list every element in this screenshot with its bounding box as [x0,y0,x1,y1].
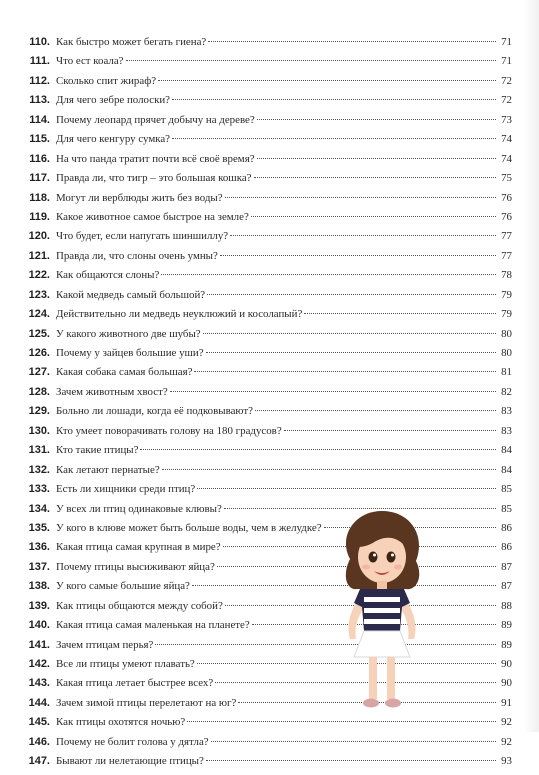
toc-entry [22,172,512,191]
toc-entry-title: Почему леопард прячет добычу на дереве? [56,113,255,126]
toc-entry [22,250,512,269]
toc-entry-number: 130. [28,424,50,437]
toc-entry-title: Кто умеет поворачивать голову на 180 градусов? [56,424,282,437]
toc-entry-page-number: 92 [501,735,512,748]
toc-entry-title: Как общаются слоны? [56,269,160,282]
toc-entry-number: 123. [28,288,50,301]
toc-dot-leader [257,158,496,159]
toc-dot-leader [161,274,496,275]
toc-entry-page-number: 84 [501,444,512,457]
toc-dot-leader [206,760,496,761]
toc-entry-page-number: 89 [501,619,512,632]
toc-entry-page-number: 83 [501,424,512,437]
toc-entry-number: 145. [28,716,50,729]
toc-dot-leader [304,313,496,314]
toc-entry [22,192,512,211]
toc-entry [22,658,512,677]
toc-entry-number: 117. [29,172,50,185]
toc-entry-number: 114. [29,113,50,126]
toc-entry-number: 139. [28,599,50,612]
toc-entry [22,94,512,113]
toc-entry-page-number: 72 [501,94,512,107]
toc-entry-page-number: 93 [501,755,512,768]
toc-entry [22,503,512,522]
toc-entry [22,328,512,347]
toc-dot-leader [255,410,496,411]
toc-entry [22,133,512,152]
toc-entry-page-number: 74 [501,133,512,146]
toc-entry-page-number: 79 [501,308,512,321]
toc-entry [22,230,512,249]
toc-entry-number: 127. [28,366,50,379]
toc-entry-title: Какая птица самая маленькая на планете? [56,619,250,632]
toc-entry-number: 147. [28,755,50,768]
toc-entry-page-number: 80 [501,327,512,340]
toc-entry-number: 119. [29,210,50,223]
toc-entry-page-number: 79 [501,288,512,301]
toc-entry-number: 143. [28,677,50,690]
table-of-contents [22,36,512,775]
toc-entry-title: У кого самые большие яйца? [56,580,190,593]
toc-entry [22,541,512,560]
toc-entry-title: У кого в клюве может быть больше воды, чем в желудке? [56,521,322,534]
toc-dot-leader [254,177,497,178]
toc-dot-leader [220,255,496,256]
toc-entry-number: 116. [29,152,50,165]
toc-entry [22,677,512,696]
toc-entry-number: 129. [28,405,50,418]
toc-entry-number: 133. [28,483,50,496]
toc-entry-title: Больно ли лошади, когда её подковывают? [56,405,254,418]
toc-entry [22,580,512,599]
toc-dot-leader [187,721,496,722]
toc-entry-page-number: 71 [501,55,512,68]
toc-entry [22,464,512,483]
toc-entry-title: Почему птицы высиживают яйца? [56,560,215,573]
toc-entry-title: Как птицы общаются между собой? [56,599,223,612]
toc-entry-page-number: 76 [501,191,512,204]
toc-entry [22,75,512,94]
toc-entry [22,425,512,444]
toc-entry-number: 146. [28,735,50,748]
toc-entry-page-number: 73 [501,113,512,126]
toc-dot-leader [211,741,496,742]
toc-entry-title: Какая собака самая большая? [56,366,193,379]
toc-entry-page-number: 91 [501,696,512,709]
toc-entry [22,347,512,366]
toc-dot-leader [172,138,496,139]
toc-entry-number: 112. [29,74,50,87]
toc-entry-title: Как птицы охотятся ночью? [56,716,186,729]
toc-dot-leader [126,60,497,61]
toc-entry-title: Сколько спит жираф? [56,74,157,87]
toc-entry-number: 136. [28,541,50,554]
toc-entry-page-number: 71 [501,36,512,48]
toc-entry-title: Что будет, если напугать шиншиллу? [56,230,229,243]
toc-entry [22,755,512,774]
toc-entry-page-number: 75 [501,172,512,185]
toc-dot-leader [206,352,496,353]
toc-entry-number: 128. [28,385,50,398]
toc-entry [22,36,512,55]
toc-entry-number: 144. [28,696,50,709]
toc-entry-page-number: 92 [501,716,512,729]
toc-entry-page-number: 77 [501,249,512,262]
toc-entry-page-number: 78 [501,269,512,282]
toc-entry-number: 115. [29,133,50,146]
toc-entry-number: 122. [28,269,50,282]
toc-entry-title: Какое животное самое быстрое на земле? [56,210,249,223]
toc-entry-title: Как летают пернатые? [56,463,160,476]
toc-entry-page-number: 72 [501,74,512,87]
toc-dot-leader [170,391,496,392]
toc-entry-page-number: 90 [501,658,512,670]
toc-entry-title: Что ест коала? [56,55,124,68]
toc-entry-title: Зачем животным хвост? [56,385,168,398]
toc-dot-leader [162,469,496,470]
toc-entry-page-number: 87 [501,560,512,573]
toc-entry-title: Для чего зебре полоски? [56,94,171,107]
toc-entry-title: Для чего кенгуру сумка? [56,133,171,146]
toc-entry-title: Почему не болит голова у дятла? [56,735,209,748]
toc-entry-number: 131. [28,444,50,457]
toc-entry-page-number: 81 [501,366,512,379]
toc-dot-leader [284,430,496,431]
toc-entry-page-number: 88 [501,599,512,612]
toc-entry-title: Какая птица летает быстрее всех? [56,677,214,690]
toc-entry [22,522,512,541]
toc-entry-title: Почему у зайцев большие уши? [56,347,204,359]
toc-entry-page-number: 77 [501,230,512,243]
toc-entry-page-number: 84 [501,463,512,476]
toc-entry-page-number: 89 [501,638,512,651]
toc-entry-number: 121. [28,249,50,262]
toc-entry [22,736,512,755]
toc-dot-leader [158,80,496,81]
toc-entry-number: 110. [29,36,50,48]
toc-entry [22,211,512,230]
toc-entry-title: Правда ли, что слоны очень умны? [56,249,218,262]
cartoon-girl-illustration [336,507,428,715]
toc-entry [22,405,512,424]
toc-entry-number: 142. [28,658,50,670]
toc-entry [22,386,512,405]
toc-dot-leader [257,119,496,120]
toc-entry-page-number: 85 [501,483,512,496]
toc-entry-page-number: 82 [501,385,512,398]
toc-dot-leader [203,333,496,334]
toc-entry-title: Правда ли, что тигр – это большая кошка? [56,172,252,185]
toc-entry-page-number: 74 [501,152,512,165]
toc-entry-number: 134. [28,502,50,515]
toc-entry-title: У всех ли птиц одинаковые клювы? [56,502,222,515]
toc-entry [22,483,512,502]
toc-entry-number: 140. [28,619,50,632]
toc-entry [22,697,512,716]
toc-dot-leader [225,197,496,198]
toc-entry [22,444,512,463]
toc-entry-title: Есть ли хищники среди птиц? [56,483,196,496]
toc-entry-title: У какого животного две шубы? [56,327,201,340]
toc-entry [22,716,512,735]
toc-entry [22,619,512,638]
toc-entry-number: 138. [28,580,50,593]
toc-entry-page-number: 85 [501,502,512,515]
toc-entry-page-number: 76 [501,210,512,223]
page-edge-shadow [523,0,539,732]
toc-entry [22,600,512,619]
toc-dot-leader [172,99,496,100]
toc-dot-leader [197,488,496,489]
toc-entry-title: Действительно ли медведь неуклюжий и косолапый? [56,308,303,321]
toc-entry [22,289,512,308]
toc-entry-title: Зачем птицам перья? [56,638,154,651]
toc-entry-page-number: 83 [501,405,512,418]
toc-entry-page-number: 86 [501,521,512,534]
toc-entry-number: 132. [28,463,50,476]
toc-entry-title: Какой медведь самый большой? [56,288,206,301]
toc-dot-leader [207,294,496,295]
toc-entry-title: Бывают ли нелетающие птицы? [56,755,204,768]
toc-entry-number: 120. [28,230,50,243]
toc-entry-title: Все ли птицы умеют плавать? [56,658,195,670]
toc-entry [22,308,512,327]
toc-entry-number: 118. [29,191,50,204]
toc-entry-title: Могут ли верблюды жить без воды? [56,191,223,204]
toc-entry-page-number: 86 [501,541,512,554]
toc-entry-number: 135. [28,521,50,534]
toc-entry-number: 125. [28,327,50,340]
toc-dot-leader [230,235,496,236]
toc-entry [22,114,512,133]
toc-dot-leader [208,41,496,42]
toc-entry-number: 113. [29,94,50,107]
toc-entry-number: 124. [28,308,50,321]
toc-entry [22,153,512,172]
toc-entry [22,366,512,385]
toc-entry-number: 137. [28,560,50,573]
toc-entry-title: Кто такие птицы? [56,444,139,457]
toc-dot-leader [140,449,496,450]
toc-dot-leader [194,371,496,372]
toc-dot-leader [155,644,496,645]
toc-entry-title: Как быстро может бегать гиена? [56,36,207,48]
toc-entry [22,55,512,74]
toc-entry [22,561,512,580]
toc-entry-title: Какая птица самая крупная в мире? [56,541,221,554]
toc-entry [22,269,512,288]
toc-entry [22,639,512,658]
toc-entry-title: Зачем зимой птицы перелетают на юг? [56,696,237,709]
toc-entry-number: 141. [28,638,50,651]
toc-entry-number: 126. [28,347,50,359]
toc-entry-page-number: 87 [501,580,512,593]
toc-entry-title: На что панда тратит почти всё своё время? [56,152,255,165]
toc-entry-page-number: 90 [501,677,512,690]
toc-entry-number: 111. [29,55,50,68]
toc-dot-leader [251,216,496,217]
toc-entry-page-number: 80 [501,347,512,359]
